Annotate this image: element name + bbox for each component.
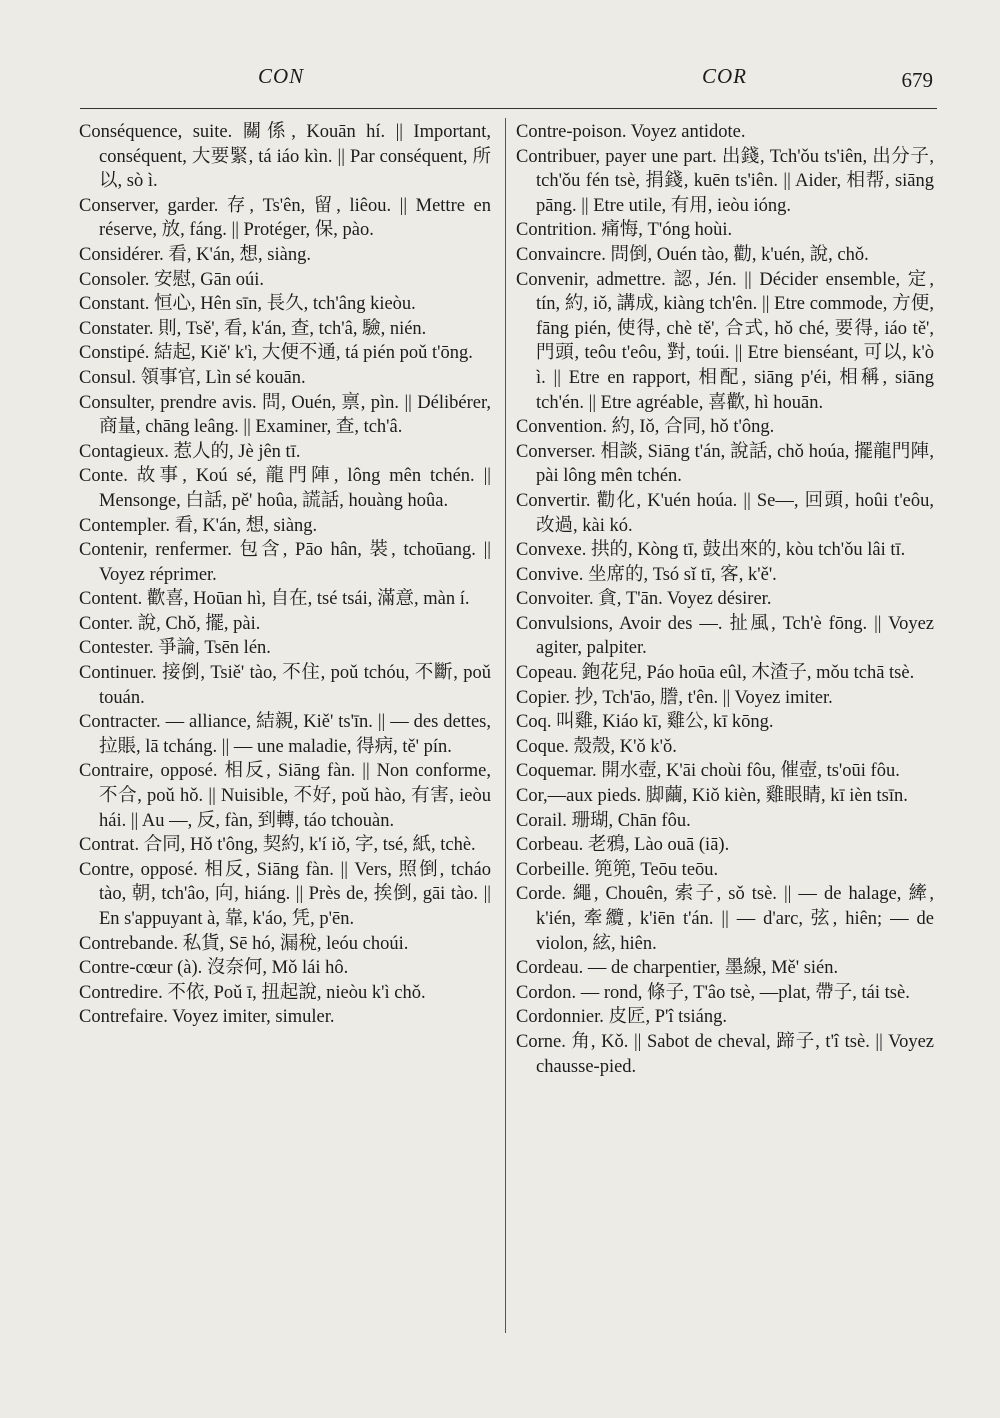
- dictionary-entry: Convulsions, Avoir des —. 扯風, Tch'è fōng. || Voyez agiter, palpiter.: [516, 613, 934, 659]
- dictionary-entry: Contenir, renfermer. 包含, Pāo hân, 裝, tchoūang. || Voyez réprimer.: [79, 540, 491, 585]
- dictionary-entry: Contre-poison. Voyez antidote.: [516, 122, 746, 142]
- dictionary-entry: Corbeau. 老鴉, Lào ouā (iā).: [516, 835, 730, 856]
- header-left-word: CON: [258, 64, 305, 88]
- dictionary-entry: Cordonnier. 皮匠, P'î tsiáng.: [516, 1007, 727, 1028]
- right-column: [516, 120, 934, 1079]
- dictionary-entry: Corne. 角, Kǒ. || Sabot de cheval, 蹄子, t'î tsè. || Voyez chausse-pied.: [516, 1031, 934, 1077]
- dictionary-entry: Contester. 爭論, Tsēn lén.: [79, 638, 271, 659]
- dictionary-entry: Converser. 相談, Siāng t'án, 說話, chǒ hoúa, 擺龍門陣, pài lông mên tchén.: [516, 441, 934, 487]
- dictionary-entry: Contrat. 合同, Hǒ t'ông, 契約, k'í iǒ, 字, tsé, 紙, tchè.: [79, 835, 476, 856]
- dictionary-entry: Consoler. 安慰, Gān oúi.: [79, 269, 264, 290]
- dictionary-entry: Continuer. 接倒, Tsiě' tào, 不住, poǔ tchóu, 不斷, poǔ touán.: [79, 663, 491, 708]
- dictionary-entry: Conserver, garder. 存, Ts'ên, 留, liêou. || Mettre en réserve, 放, fáng. || Protéger, 保, pào.: [79, 195, 491, 241]
- dictionary-entry: Corail. 珊瑚, Chān fôu.: [516, 810, 691, 831]
- dictionary-entry: Contredire. 不依, Poǔ ī, 扭起說, nieòu k'ì chǒ.: [79, 982, 426, 1003]
- dictionary-entry: Convaincre. 問倒, Ouén tào, 勸, k'uén, 說, chǒ.: [516, 244, 869, 265]
- dictionary-entry: Cor,—aux pieds. 脚繭, Kiǒ kièn, 雞眼睛, kī ièn tsīn.: [516, 786, 908, 807]
- dictionary-entry: Contre, opposé. 相反, Siāng fàn. || Vers, 照倒, tcháo tào, 朝, tch'âo, 向, hiáng. || Près de, 挨倒, gāi tào. || En s'appuyant à, 靠, k'áo, 凭, p'ēn.: [79, 859, 491, 929]
- dictionary-entry: Contre-cœur (à). 沒奈何, Mǒ lái hô.: [79, 958, 349, 979]
- page-header: [80, 58, 935, 98]
- dictionary-entry: Contrefaire. Voyez imiter, simuler.: [79, 1007, 335, 1028]
- dictionary-entry: Conter. 說, Chǒ, 擺, pài.: [79, 613, 261, 634]
- dictionary-entry: Contrebande. 私貨, Sē hó, 漏稅, leóu choúi.: [79, 933, 409, 954]
- page-number: 679: [901, 68, 933, 92]
- dictionary-entry: Convive. 坐席的, Tsó sǐ tī, 客, k'ě'.: [516, 564, 777, 585]
- dictionary-entry: Convenir, admettre. 認, Jén. || Décider ensemble, 定, tín, 約, iǒ, 講成, kiàng tch'ên. || Etre commode, 方便, fāng pién, 使得, chè tě', 合式, hǒ ché, 要得, iáo tě', 門頭, teôu t'eôu, 對, toúi. || Etre bienséant, 可以, k'ò ì. || Etre en rapport, 相配, siāng p'éi, 相稱, siāng tch'én. || Etre agréable, 喜歡, hì houān.: [516, 269, 934, 413]
- dictionary-entry: Consulter, prendre avis. 問, Ouén, 禀, pìn. || Délibérer, 商量, chāng leâng. || Examiner, 查, tch'â.: [79, 392, 491, 438]
- header-right-word: COR: [702, 64, 747, 88]
- dictionary-entry: Copeau. 鉋花兒, Páo hoūa eûl, 木渣子, mǒu tchā tsè.: [516, 663, 915, 684]
- dictionary-entry: Considérer. 看, K'án, 想, siàng.: [79, 244, 311, 265]
- dictionary-entry: Contagieux. 惹人的, Jè jên tī.: [79, 441, 301, 462]
- dictionary-entry: Convertir. 勸化, K'uén hoúa. || Se—, 回頭, hoûi t'eôu, 改過, kài kó.: [516, 490, 934, 536]
- header-rule: [80, 108, 937, 109]
- dictionary-entry: Coque. 殼殼, K'ǒ k'ǒ.: [516, 736, 677, 757]
- dictionary-entry: Conséquence, suite. 關係, Kouān hí. || Important, conséquent, 大要緊, tá iáo kìn. || Par conséquent, 所以, sò ì.: [79, 122, 491, 192]
- dictionary-entry: Constipé. 結起, Kiě' k'ì, 大便不通, tá pién poǔ t'ōng.: [79, 343, 473, 364]
- dictionary-entry: Contrition. 痛悔, T'óng hoùi.: [516, 220, 733, 241]
- dictionary-entry: Contempler. 看, K'án, 想, siàng.: [79, 515, 318, 536]
- dictionary-entry: Convention. 約, Iǒ, 合同, hǒ t'ông.: [516, 417, 775, 438]
- dictionary-entry: Constant. 恒心, Hên sīn, 長久, tch'âng kieòu.: [79, 294, 416, 315]
- dictionary-entry: Contraire, opposé. 相反, Siāng fàn. || Non conforme, 不合, poǔ hǒ. || Nuisible, 不好, poǔ hào, 有害, ieòu hái. || Au —, 反, fàn, 到轉, táo tchouàn.: [79, 761, 491, 831]
- dictionary-entry: Copier. 抄, Tch'āo, 謄, t'ên. || Voyez imiter.: [516, 687, 833, 708]
- dictionary-entry: Contribuer, payer une part. 出錢, Tch'ǒu ts'iên, 出分子, tch'ǒu fén tsè, 捐錢, kuēn ts'iên. || Aider, 相帮, siāng pāng. || Etre utile, 有用, ieòu ióng.: [516, 146, 934, 216]
- dictionary-entry: Corbeille. 篼篼, Teōu teōu.: [516, 859, 719, 880]
- dictionary-entry: Consul. 領事官, Lìn sé kouān.: [79, 367, 306, 388]
- dictionary-entry: Coq. 叫雞, Kiáo kī, 雞公, kī kōng.: [516, 712, 774, 733]
- dictionary-entry: Coquemar. 開水壺, K'āi choùi fôu, 催壺, ts'oūi fôu.: [516, 761, 900, 782]
- dictionary-entry: Content. 歡喜, Hoūan hì, 自在, tsé tsái, 滿意, màn í.: [79, 589, 470, 610]
- dictionary-entry: Cordeau. — de charpentier, 墨線, Mě' sién.: [516, 958, 839, 979]
- dictionary-entry: Convoiter. 貪, T'ān. Voyez désirer.: [516, 589, 772, 610]
- dictionary-entry: Cordon. — rond, 條子, T'âo tsè, —plat, 帶子, tái tsè.: [516, 982, 910, 1003]
- column-divider: [505, 118, 506, 1333]
- dictionary-entry: Convexe. 拱的, Kòng tī, 鼓出來的, kòu tch'ǒu lâi tī.: [516, 540, 906, 561]
- dictionary-entry: Contracter. — alliance, 結親, Kiě' ts'īn. || — des dettes, 拉賬, lā tcháng. || — une maladie, 得病, tě' pín.: [79, 712, 491, 757]
- dictionary-entry: Corde. 繩, Chouên, 索子, sǒ tsè. || — de halage, 縴, k'ién, 牽纜, k'iēn t'án. || — d'arc, 弦, hiên; — de violon, 絃, hiên.: [516, 884, 934, 954]
- dictionary-entry: Conte. 故事, Koú sé, 龍門陣, lông mên tchén. || Mensonge, 白話, pě' hoûa, 謊話, houàng hoûa.: [79, 466, 491, 511]
- dictionary-entry: Constater. 則, Tsě', 看, k'án, 查, tch'â, 驗, nién.: [79, 318, 427, 339]
- left-column: [79, 120, 491, 1030]
